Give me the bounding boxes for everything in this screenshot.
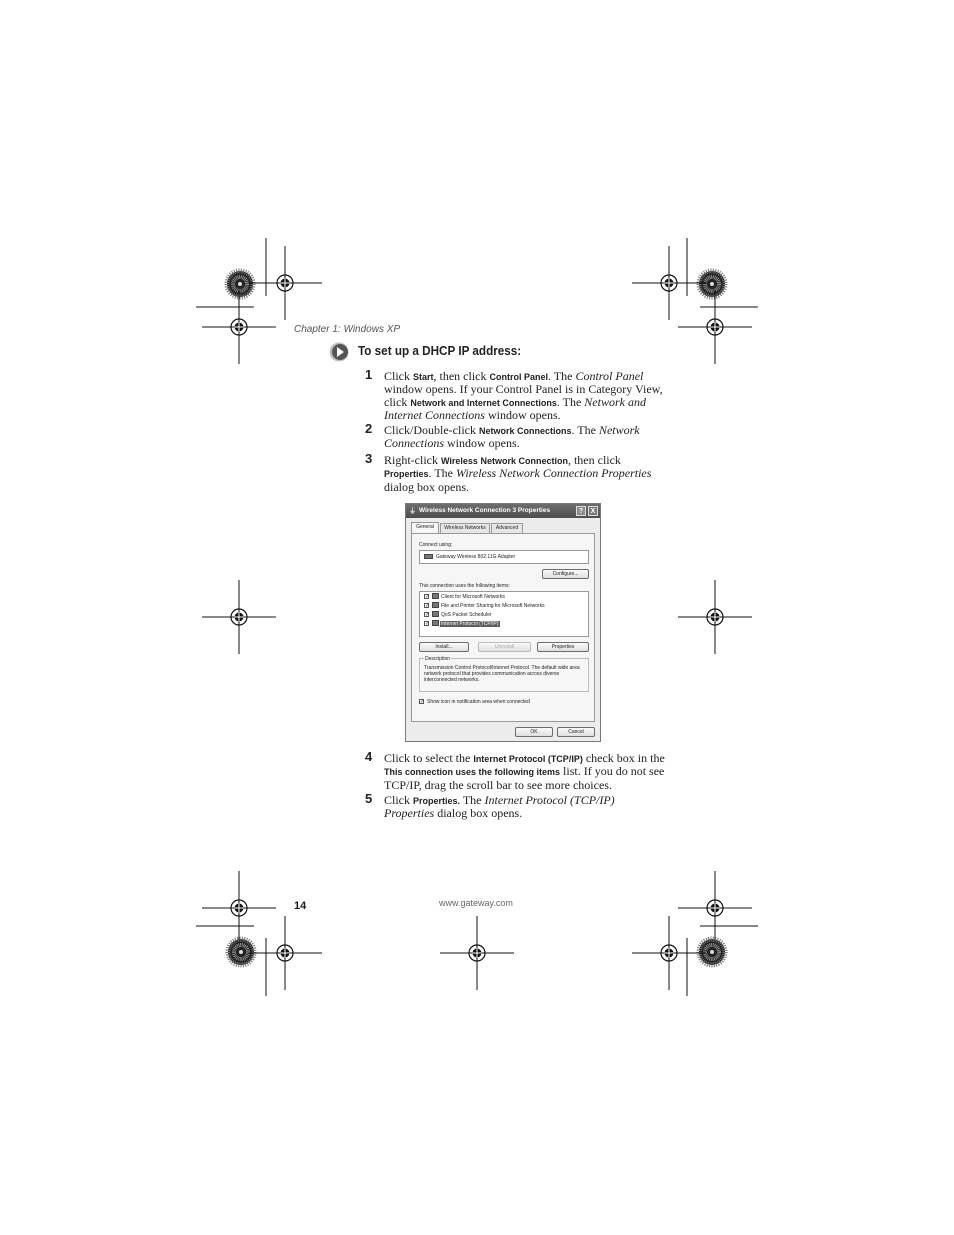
- color-bar-mark-bottom-left: [228, 939, 254, 965]
- show-icon-checkbox[interactable]: ✓: [420, 699, 425, 705]
- configure-button[interactable]: Configure...: [542, 569, 589, 579]
- install-button[interactable]: Install...: [419, 642, 469, 652]
- registration-mark: [678, 580, 752, 654]
- general-tab-panel: [411, 533, 595, 722]
- section-heading: To set up a DHCP IP address:: [358, 343, 522, 358]
- item-label[interactable]: File and Printer Sharing for Microsoft Networks: [441, 603, 545, 609]
- properties-dialog: [405, 503, 601, 742]
- step-number: 1: [365, 367, 373, 382]
- show-icon-label[interactable]: Show icon in notification area when connected: [427, 699, 530, 705]
- cancel-button[interactable]: Cancel: [557, 727, 595, 737]
- tab-general[interactable]: General: [411, 522, 439, 533]
- dialog-title-bar: [406, 504, 600, 518]
- item-checkbox[interactable]: ✓: [425, 621, 430, 627]
- adapter-icon: [424, 554, 433, 559]
- adapter-name: Gateway Wireless 802.11G Adapter: [436, 554, 516, 560]
- close-button[interactable]: X: [588, 506, 598, 516]
- footer-url: www.gateway.com: [439, 898, 513, 908]
- connect-using-label: Connect using:: [419, 542, 453, 548]
- step-text: Click to select the Internet Protocol (TCP/IP) check box in the This connection uses the following items list. If you do not see TCP/IP, drag the scroll bar to see more choices.: [384, 751, 665, 792]
- registration-mark: [202, 580, 276, 654]
- help-button[interactable]: ?: [576, 506, 586, 516]
- step-number: 3: [365, 451, 373, 466]
- step-text: Click Start, then click Control Panel. The Control Panel window opens. If your Control Panel is in Category View, click Network and Internet Connections. The Network and Internet Connections window opens.: [384, 369, 663, 423]
- uninstall-button[interactable]: Uninstall: [478, 642, 531, 652]
- description-label: Description: [425, 656, 451, 662]
- play-arrow-icon: [329, 342, 349, 362]
- item-checkbox[interactable]: ✓: [425, 612, 430, 618]
- step-number: 5: [365, 791, 373, 806]
- registration-mark: [202, 290, 276, 364]
- items-list[interactable]: [419, 591, 589, 637]
- description-group: [419, 658, 589, 692]
- adapter-field: [419, 550, 589, 564]
- file-sharing-icon: [432, 602, 439, 608]
- network-connection-icon: ⏚: [409, 508, 416, 515]
- registration-mark: [248, 916, 322, 990]
- item-label-selected[interactable]: Internet Protocol (TCP/IP): [441, 621, 499, 627]
- step-number: 4: [365, 749, 373, 764]
- description-text: Transmission Control Protocol/Internet Protocol. The default wide area network protocol that provides communication across diverse interconnected networks.: [424, 665, 580, 683]
- item-checkbox[interactable]: ✓: [425, 603, 430, 609]
- registration-mark: [678, 871, 752, 945]
- registration-mark: [678, 290, 752, 364]
- tab-advanced[interactable]: Advanced: [491, 523, 523, 533]
- client-icon: [432, 593, 439, 599]
- scheduler-icon: [432, 611, 439, 617]
- color-bar-mark-top-left: [227, 271, 253, 297]
- registration-mark: [632, 916, 706, 990]
- items-label: This connection uses the following items:: [419, 583, 510, 589]
- color-bar-mark-top-right: [699, 271, 725, 297]
- step-text: Click Properties. The Internet Protocol (TCP/IP) Properties dialog box opens.: [384, 793, 615, 821]
- item-label[interactable]: Client for Microsoft Networks: [441, 594, 505, 600]
- ok-button[interactable]: OK: [515, 727, 553, 737]
- dialog-title: Wireless Network Connection 3 Properties: [419, 507, 551, 514]
- step-text: Right-click Wireless Network Connection, then click Properties. The Wireless Network Connection Properties dialog box opens.: [384, 453, 652, 494]
- protocol-icon: [432, 620, 439, 626]
- step-number: 2: [365, 421, 373, 436]
- chapter-header: Chapter 1: Windows XP: [294, 324, 401, 335]
- properties-button[interactable]: Properties: [537, 642, 589, 652]
- item-label[interactable]: QoS Packet Scheduler: [441, 612, 492, 618]
- registration-mark: [440, 916, 514, 990]
- color-bar-mark-bottom-right: [699, 939, 725, 965]
- tab-wireless-networks[interactable]: Wireless Networks: [440, 523, 490, 533]
- step-text: Click/Double-click Network Connections. The Network Connections window opens.: [384, 423, 640, 451]
- page-number: 14: [294, 900, 307, 912]
- item-checkbox[interactable]: ✓: [425, 594, 430, 600]
- registration-mark: [248, 246, 322, 320]
- registration-mark: [632, 246, 706, 320]
- registration-mark: [202, 871, 276, 945]
